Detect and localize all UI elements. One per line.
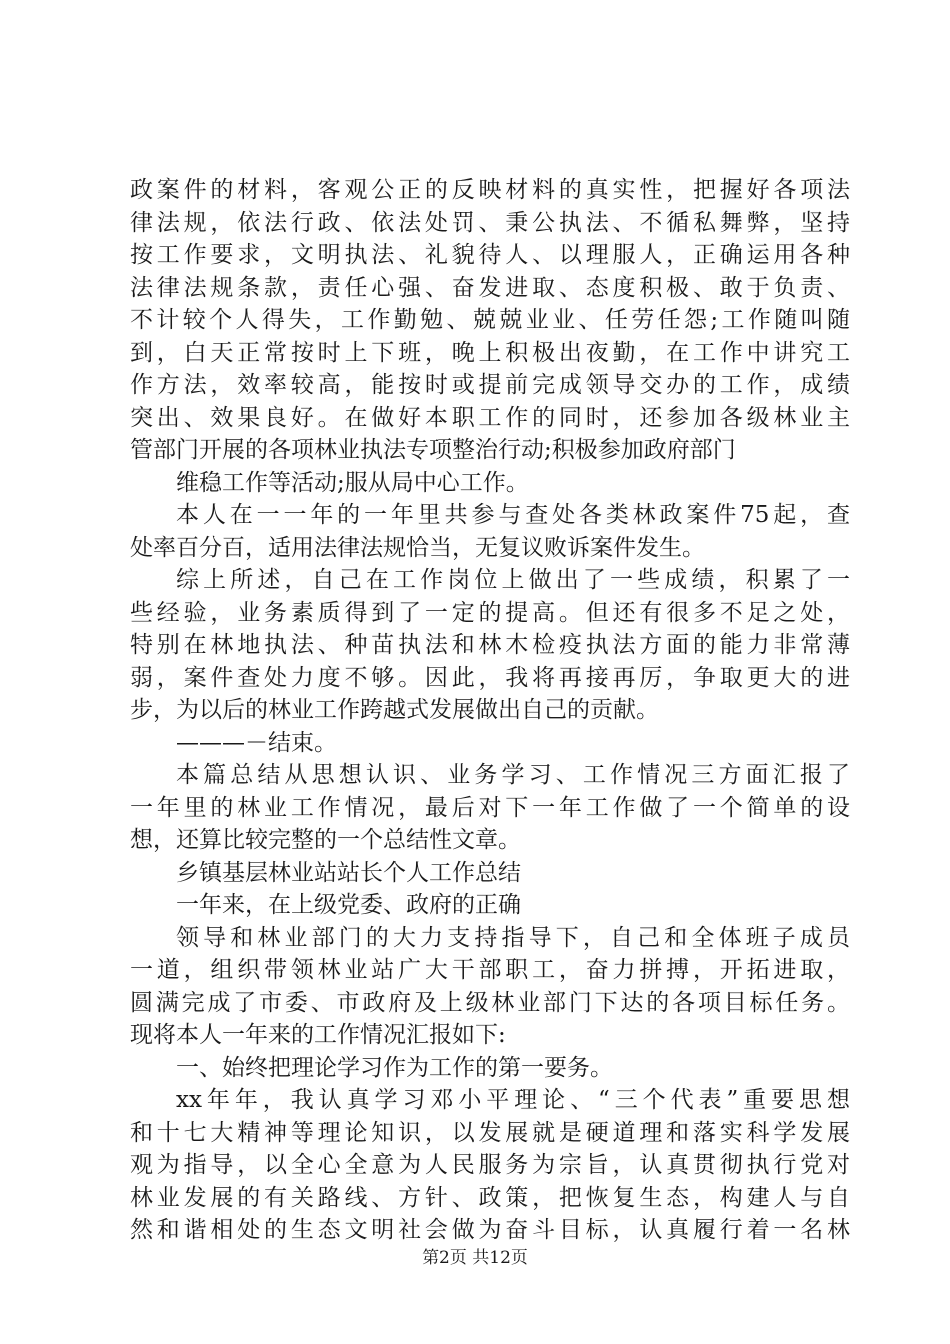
text-line: 圆满完成了市委、市政府及上级林业部门下达的各项目标任务。 <box>130 989 850 1016</box>
text-line: 一道，组织带领林业站广大干部职工，奋力拼搏，开拓进取， <box>130 957 850 983</box>
text-line: 维稳工作等活动;服从局中心工作。 <box>176 469 529 496</box>
text-line: 综上所述，自己在工作岗位上做出了一些成绩，积累了一 <box>176 567 850 593</box>
text-line: 管部门开展的各项林业执法专项整治行动;积极参加政府部门 <box>130 437 736 463</box>
text-line: 和十七大精神等理论知识，以发展就是硬道理和落实科学发展 <box>130 1119 850 1146</box>
text-line: 步，为以后的林业工作跨越式发展做出自己的贡献。 <box>130 697 659 723</box>
text-line: 乡镇基层林业站站长个人工作总结 <box>176 859 521 886</box>
text-line: 一年来，在上级党委、政府的正确 <box>176 892 521 918</box>
text-line: 领导和林业部门的大力支持指导下，自己和全体班子成员 <box>176 924 850 951</box>
text-line: 本篇总结从思想认识、业务学习、工作情况三方面汇报了 <box>176 762 850 788</box>
text-line: 作方法，效率较高，能按时或提前完成领导交办的工作，成绩 <box>130 372 850 398</box>
text-line: 突出、效果良好。在做好本职工作的同时，还参加各级林业主 <box>130 404 850 431</box>
text-line: 现将本人一年来的工作情况汇报如下: <box>130 1022 506 1048</box>
text-line: 特别在林地执法、种苗执法和林木检疫执法方面的能力非常薄 <box>130 632 850 658</box>
text-line: 观为指导，以全心全意为人民服务为宗旨，认真贯彻执行党对 <box>130 1152 850 1178</box>
text-line: ———－结束。 <box>176 729 337 756</box>
text-line: 按工作要求，文明执法、礼貌待人、以理服人，正确运用各种 <box>130 242 850 268</box>
page-footer: 第2页 共12页 <box>422 1248 528 1268</box>
text-line: 律法规，依法行政、依法处罚、秉公执法、不循私舞弊，坚持 <box>130 209 850 236</box>
text-line: 然和谐相处的生态文明社会做为奋斗目标，认真履行着一名林 <box>130 1217 850 1243</box>
text-line: 不计较个人得失，工作勤勉、兢兢业业、任劳任怨;工作随叫随 <box>130 307 850 333</box>
text-line: xx年年，我认真学习邓小平理论、“三个代表”重要思想 <box>176 1087 850 1113</box>
document-body <box>130 174 850 1247</box>
text-line: 一年里的林业工作情况，最后对下一年工作做了一个简单的设 <box>130 794 850 821</box>
text-line: 些经验，业务素质得到了一定的提高。但还有很多不足之处， <box>130 599 850 626</box>
text-line: 一、始终把理论学习作为工作的第一要务。 <box>176 1054 613 1081</box>
text-line: 林业发展的有关路线、方针、政策，把恢复生态，构建人与自 <box>130 1184 850 1211</box>
text-line: 想，还算比较完整的一个总结性文章。 <box>130 827 521 853</box>
text-line: 处率百分百，适用法律法规恰当，无复议败诉案件发生。 <box>130 534 705 561</box>
text-line: 弱，案件查处力度不够。因此，我将再接再厉，争取更大的进 <box>130 664 850 691</box>
text-line: 法律法规条款，责任心强、奋发进取、态度积极、敢于负责、 <box>130 274 850 301</box>
text-line: 本人在一一年的一年里共参与查处各类林政案件75起，查 <box>176 502 850 528</box>
text-line: 政案件的材料，客观公正的反映材料的真实性，把握好各项法 <box>130 177 850 203</box>
text-line: 到，白天正常按时上下班，晚上积极出夜勤，在工作中讲究工 <box>130 339 850 366</box>
